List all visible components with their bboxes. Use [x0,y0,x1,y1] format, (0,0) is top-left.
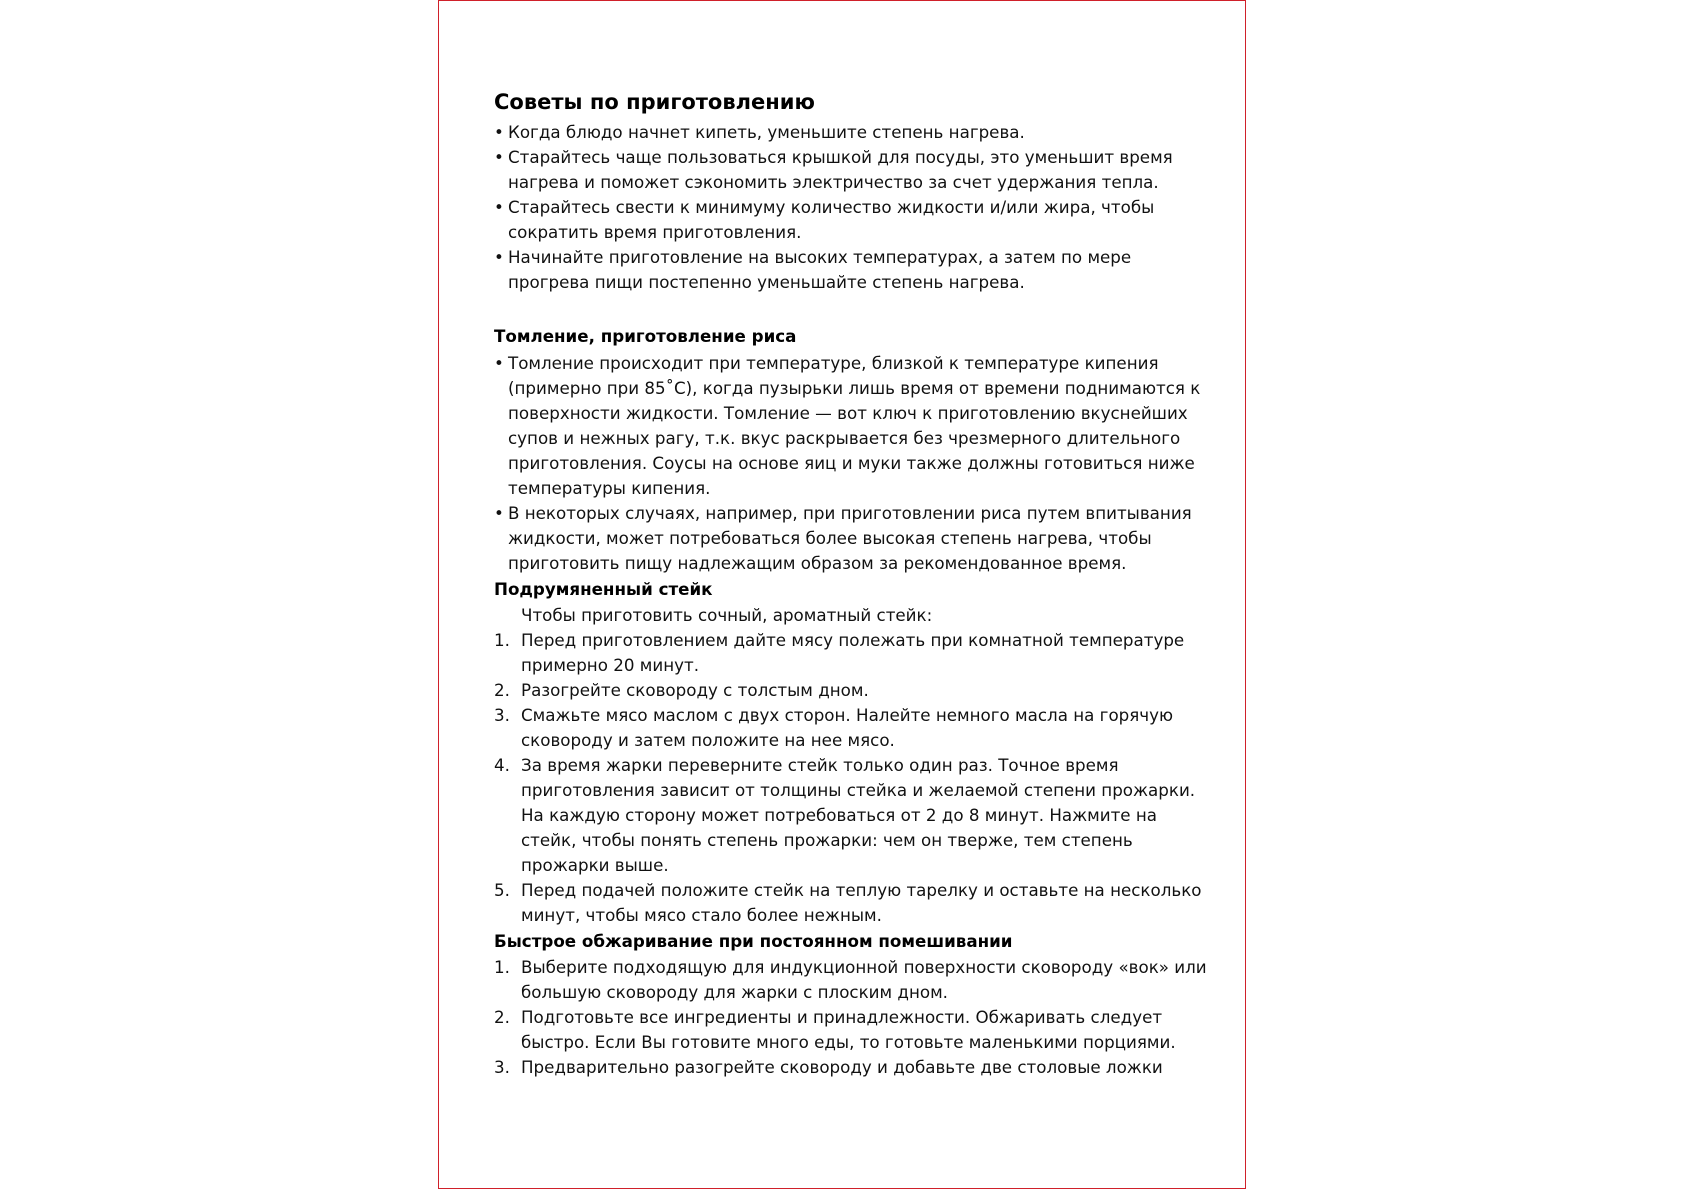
tips-heading: Советы по приготовлению [494,90,815,114]
step-text: Подготовьте все ингредиенты и принадлежности. Обжаривать следует быстро. Если Вы готовите много еды, то готовьте маленькими порциями. [521,1007,1176,1052]
step-number: 2. [494,1007,510,1027]
steak-heading: Подрумяненный стейк [494,579,713,599]
stirfry-steps [494,955,1214,1080]
step-number: 1. [494,630,510,650]
stirfry-heading: Быстрое обжаривание при постоянном помешивании [494,931,1013,951]
step-text: Предварительно разогрейте сковороду и добавьте две столовые ложки [521,1057,1163,1077]
list-item [494,501,1214,576]
list-item-text: Когда блюдо начнет кипеть, уменьшите степень нагрева. [508,122,1025,142]
bullet-icon: • [494,353,504,373]
steak-intro: Чтобы приготовить сочный, ароматный стейк: [521,605,933,625]
list-item-text: В некоторых случаях, например, при приготовлении риса путем впитывания жидкости, может потребоваться более высокая степень нагрева, чтобы приготовить пищу надлежащим образом за рекомендованное время. [508,503,1192,573]
steak-steps [494,628,1214,928]
bullet-icon: • [494,503,504,523]
list-item [494,678,1214,703]
bullet-icon: • [494,197,504,217]
list-item [494,628,1214,678]
step-number: 3. [494,705,510,725]
list-item-text: Старайтесь свести к минимуму количество жидкости и/или жира, чтобы сократить время приготовления. [508,197,1155,242]
bullet-icon: • [494,247,504,267]
list-item-text: Томление происходит при температуре, близкой к температуре кипения (примерно при 85˚С), когда пузырьки лишь время от времени поднимаются к поверхности жидкости. Томление — вот ключ к приготовлению вкуснейших супов и нежных рагу, т.к. вкус раскрывается без чрезмерного длительного приготовления. Соусы на основе яиц и муки также должны готовиться ниже температуры кипения. [508,353,1201,498]
step-number: 5. [494,880,510,900]
step-number: 2. [494,680,510,700]
list-item [494,878,1214,928]
step-text: За время жарки переверните стейк только один раз. Точное время приготовления зависит от толщины стейка и желаемой степени прожарки. На каждую сторону может потребоваться от 2 до 8 минут. Нажмите на стейк, чтобы понять степень прожарки: чем он тверже, тем степень прожарки выше. [521,755,1196,875]
step-text: Смажьте мясо маслом с двух сторон. Налейте немного масла на горячую сковороду и затем положите на нее мясо. [521,705,1174,750]
list-item [494,145,1214,195]
step-text: Перед подачей положите стейк на теплую тарелку и оставьте на несколько минут, чтобы мясо стало более нежным. [521,880,1202,925]
bullet-icon: • [494,147,504,167]
tips-list [494,120,1214,295]
step-number: 4. [494,755,510,775]
list-item [494,195,1214,245]
list-item [494,120,1214,145]
step-text: Перед приготовлением дайте мясу полежать при комнатной температуре примерно 20 минут. [521,630,1185,675]
step-number: 3. [494,1057,510,1077]
list-item [494,703,1214,753]
list-item [494,245,1214,295]
list-item-text: Старайтесь чаще пользоваться крышкой для посуды, это уменьшит время нагрева и поможет сэкономить электричество за счет удержания тепла. [508,147,1173,192]
bullet-icon: • [494,122,504,142]
document-page [438,0,1246,1189]
step-text: Разогрейте сковороду с толстым дном. [521,680,869,700]
simmer-list [494,351,1214,576]
list-item-text: Начинайте приготовление на высоких температурах, а затем по мере прогрева пищи постепенно уменьшайте степень нагрева. [508,247,1132,292]
list-item [494,351,1214,501]
step-number: 1. [494,957,510,977]
list-item [494,1055,1214,1080]
page-content [494,87,1214,1080]
list-item [494,1005,1214,1055]
list-item [494,753,1214,878]
simmer-heading: Томление, приготовление риса [494,326,797,346]
list-item [494,955,1214,1005]
step-text: Выберите подходящую для индукционной поверхности сковороду «вок» или большую сковороду для жарки с плоским дном. [521,957,1207,1002]
